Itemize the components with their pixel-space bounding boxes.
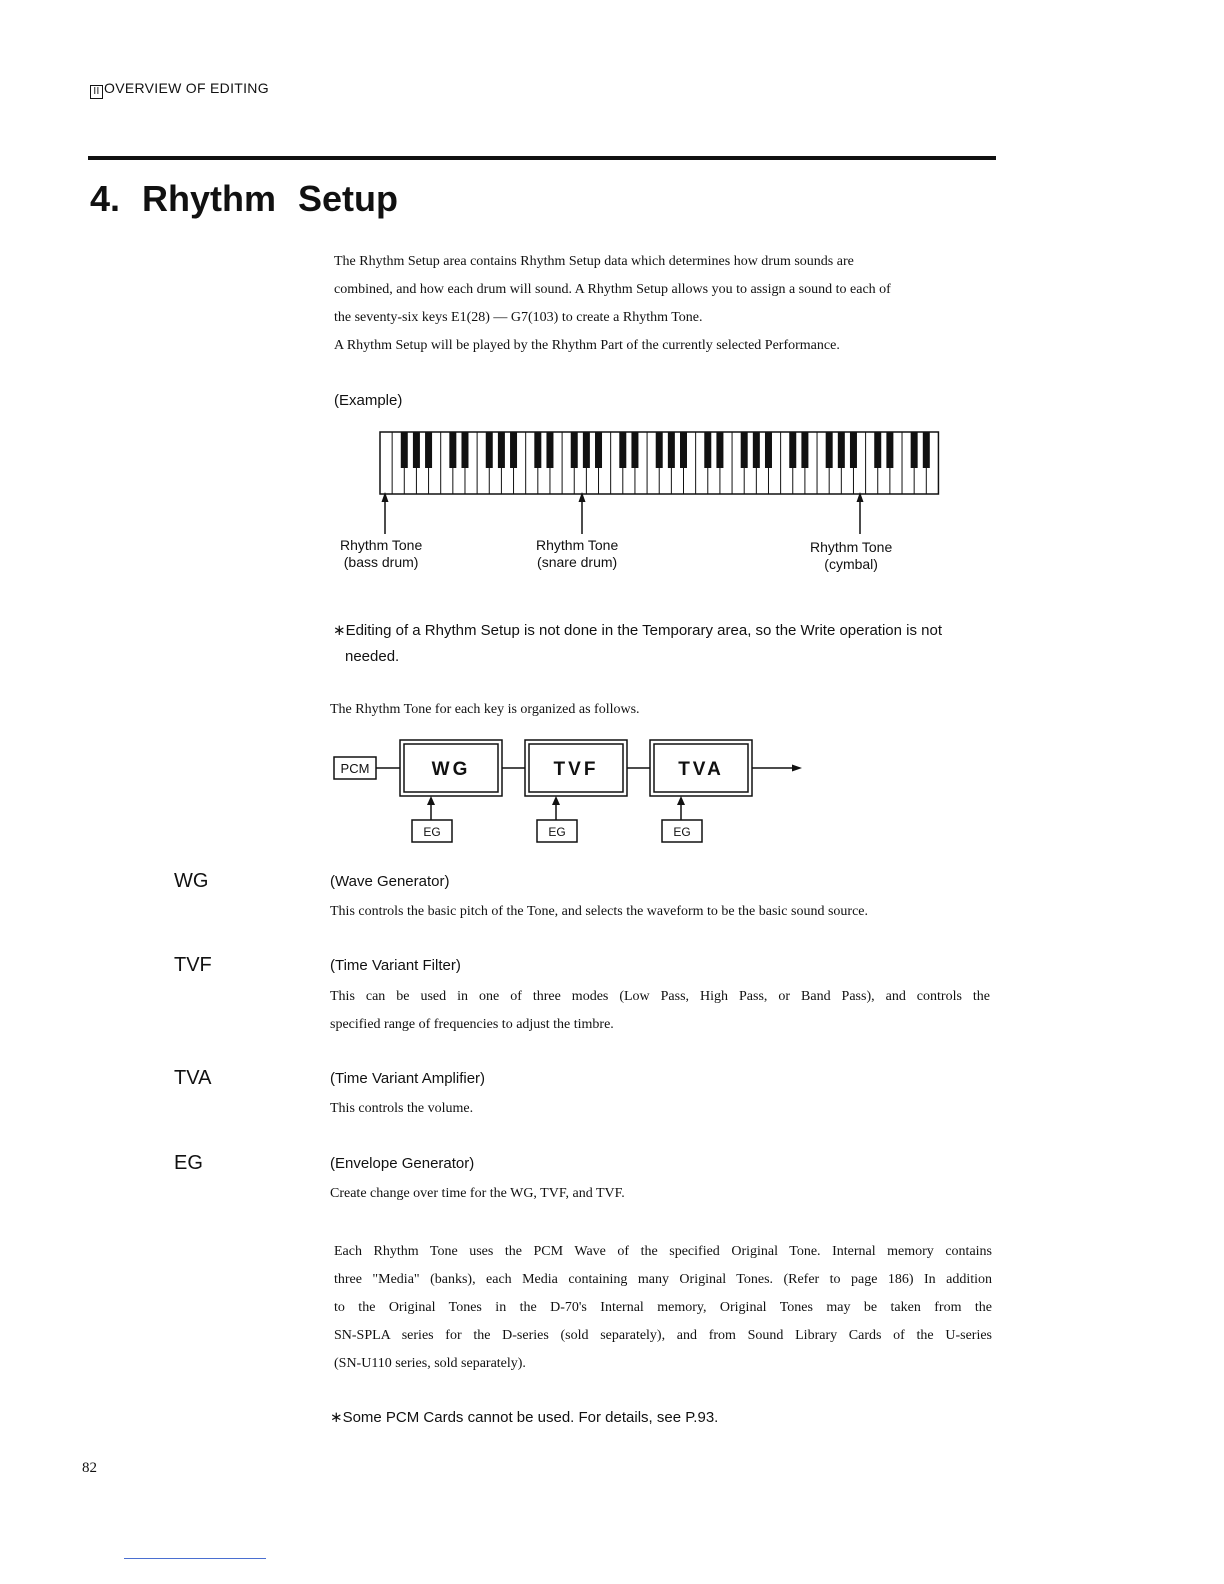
- black-key: [838, 432, 845, 468]
- pcm-line: (SN-U110 series, sold separately).: [334, 1356, 526, 1371]
- tone-label-bass: [340, 537, 422, 571]
- pcm-paragraph: [334, 1238, 992, 1378]
- pcm-line: SN-SPLA series for the D-series (sold separately), and from Sound Library Cards of the U-series: [334, 1328, 992, 1343]
- black-key: [753, 432, 760, 468]
- black-key: [874, 432, 881, 468]
- intro-line: The Rhythm Setup area contains Rhythm Setup data which determines how drum sounds are: [334, 254, 854, 269]
- keyboard-diagram: [378, 430, 944, 542]
- pcm-label: PCM: [340, 761, 370, 776]
- eg-arrowhead: [677, 796, 685, 805]
- tone-label-cymbal: [810, 539, 892, 573]
- tone-label-line: (snare drum): [537, 554, 618, 570]
- tone-label-line: (bass drum): [343, 554, 419, 570]
- header-rule: [88, 156, 996, 160]
- term-wg: WG: [174, 870, 209, 892]
- eg-label: EG: [423, 825, 441, 839]
- black-key: [826, 432, 833, 468]
- term-desc-wg: [330, 898, 990, 926]
- black-key: [486, 432, 493, 468]
- black-key: [716, 432, 723, 468]
- black-key: [449, 432, 456, 468]
- pcm-line: three "Media" (banks), each Media containing many Original Tones. (Refer to page 186) In addition: [334, 1272, 992, 1287]
- term-desc-eg: [330, 1180, 990, 1208]
- organized-text: The Rhythm Tone for each key is organized as follows.: [330, 702, 640, 717]
- tone-label-snare: [536, 537, 618, 571]
- page-number: 82: [82, 1460, 97, 1476]
- black-key: [631, 432, 638, 468]
- term-tva: TVA: [174, 1067, 212, 1089]
- black-key: [680, 432, 687, 468]
- term-desc-line: This controls the volume.: [330, 1101, 474, 1116]
- black-key: [789, 432, 796, 468]
- term-desc-line: Create change over time for the WG, TVF, and TVF.: [330, 1186, 625, 1201]
- term-desc-line: This can be used in one of three modes (Low Pass, High Pass, or Band Pass), and controls the: [330, 989, 990, 1004]
- term-title-wg: (Wave Generator): [330, 873, 450, 890]
- intro-line: A Rhythm Setup will be played by the Rhythm Part of the currently selected Performance.: [334, 338, 840, 353]
- black-key: [510, 432, 517, 468]
- tone-label-line: Rhythm Tone: [810, 539, 893, 555]
- signal-flow-diagram: [332, 736, 812, 848]
- black-key: [534, 432, 541, 468]
- note-temporary-area: [333, 618, 993, 670]
- black-key: [668, 432, 675, 468]
- black-key: [886, 432, 893, 468]
- note-line: ∗Editing of a Rhythm Setup is not done in the Temporary area, so the Write operation is not: [333, 622, 943, 639]
- black-key: [850, 432, 857, 468]
- black-key: [656, 432, 663, 468]
- term-desc-line: This controls the basic pitch of the Tone, and selects the waveform to be the basic sound source.: [330, 904, 869, 919]
- tone-label-line: Rhythm Tone: [340, 537, 423, 553]
- term-desc-tvf: [330, 983, 990, 1039]
- black-key: [401, 432, 408, 468]
- tone-label-line: Rhythm Tone: [536, 537, 619, 553]
- intro-line: the seventy-six keys E1(28) — G7(103) to create a Rhythm Tone.: [334, 310, 703, 325]
- black-key: [425, 432, 432, 468]
- term-desc-tva: [330, 1095, 990, 1123]
- black-key: [619, 432, 626, 468]
- term-tvf: TVF: [174, 954, 212, 976]
- black-key: [498, 432, 505, 468]
- black-key: [911, 432, 918, 468]
- eg-arrowhead: [552, 796, 560, 805]
- black-key: [546, 432, 553, 468]
- term-desc-line: specified range of frequencies to adjust the timbre.: [330, 1017, 614, 1032]
- black-key: [741, 432, 748, 468]
- wg-label: WG: [431, 759, 471, 780]
- running-header: [90, 80, 269, 99]
- example-label: (Example): [334, 392, 403, 409]
- black-key: [413, 432, 420, 468]
- black-key: [801, 432, 808, 468]
- tone-label-line: (cymbal): [824, 556, 878, 572]
- black-key: [571, 432, 578, 468]
- section-title: OVERVIEW OF EDITING: [104, 80, 269, 96]
- footer-line: [124, 1558, 266, 1559]
- black-key: [704, 432, 711, 468]
- intro-line: combined, and how each drum will sound. A Rhythm Setup allows you to assign a sound to each of: [334, 282, 891, 297]
- tva-label: TVA: [678, 759, 724, 780]
- term-title-eg: (Envelope Generator): [330, 1155, 475, 1172]
- black-key: [765, 432, 772, 468]
- pcm-line: Each Rhythm Tone uses the PCM Wave of the specified Original Tone. Internal memory contains: [334, 1244, 992, 1259]
- page-title: 4. Rhythm Setup: [90, 178, 399, 219]
- eg-label: EG: [673, 825, 691, 839]
- black-key: [923, 432, 930, 468]
- keyboard-svg: [378, 430, 944, 542]
- intro-paragraph: [334, 248, 992, 360]
- pcm-line: to the Original Tones in the D-70's Internal memory, Original Tones may be taken from the: [334, 1300, 992, 1315]
- note-line: needed.: [345, 648, 400, 665]
- tvf-label: TVF: [553, 759, 599, 780]
- black-key: [583, 432, 590, 468]
- note-pcm-cards: ∗Some PCM Cards cannot be used. For details, see P.93.: [330, 1409, 719, 1426]
- term-title-tva: (Time Variant Amplifier): [330, 1070, 486, 1087]
- term-eg: EG: [174, 1152, 203, 1174]
- eg-arrowhead: [427, 796, 435, 805]
- output-arrowhead: [792, 765, 802, 772]
- black-key: [595, 432, 602, 468]
- signal-flow-svg: [332, 736, 812, 848]
- black-key: [461, 432, 468, 468]
- section-number-box: II: [90, 85, 103, 99]
- term-title-tvf: (Time Variant Filter): [330, 957, 461, 974]
- eg-label: EG: [548, 825, 566, 839]
